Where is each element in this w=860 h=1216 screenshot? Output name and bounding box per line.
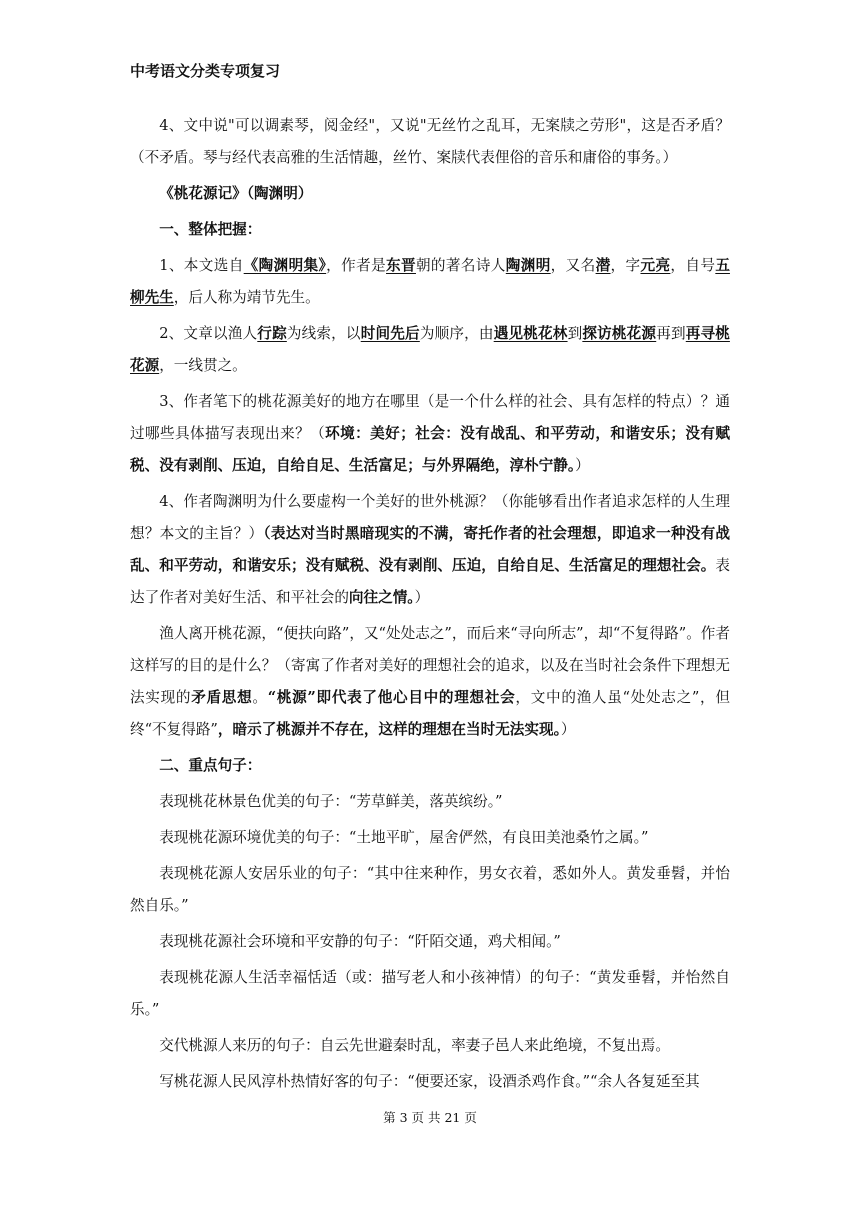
- item-text: ，字: [610, 257, 641, 274]
- item-text: 。: [252, 689, 268, 706]
- page-header: 中考语文分类专项复习: [130, 62, 281, 80]
- sentence-item: 写桃花源人民风淳朴热情好客的句子：“便要还家，设酒杀鸡作食。”“余人各复延至其: [159, 1073, 700, 1090]
- item-text: 2、文章以渔人: [159, 325, 258, 342]
- item-text: 表达了作者对美好生活、和平社会的: [130, 557, 730, 606]
- item-text: ）: [560, 721, 576, 738]
- answer-bold: （表达对当时黑暗现实的不满，寄托作者的社会理想，即追求一种没有战乱、和平劳动，和谐安乐；没有赋税、没有剥削、压迫，自给自足、生活富足的理想社会。: [130, 525, 730, 574]
- item-text: ，作者是: [326, 257, 387, 274]
- item-text: ）: [575, 457, 590, 474]
- item-text: ）: [414, 589, 430, 606]
- item-5: [130, 618, 730, 746]
- page-number: 第 3 页 共 21 页: [383, 1110, 477, 1125]
- sentence-item: 表现桃花源人安居乐业的句子：“其中往来种作，男女衣着，悉如外人。黄发垂髫，并怡然自乐。”: [130, 865, 730, 914]
- item-text: ，文中的渔人虽“处处志之”，但终“不复得路”: [130, 689, 730, 738]
- item-2: [130, 318, 730, 382]
- answer-bold: 向往之情。: [348, 589, 415, 606]
- sentence-item: 交代桃源人来历的句子：自云先世避秦时乱，率妻子邑人来此绝境，不复出焉。: [159, 1037, 670, 1054]
- item-text: 再到: [656, 325, 686, 342]
- sentence-item: 表现桃花源人生活幸福恬适（或：描写老人和小孩神情）的句子：“黄发垂髫，并怡然自乐。”: [130, 969, 730, 1018]
- item-text: 1、本文选自: [159, 257, 244, 274]
- previous-question-4: [130, 110, 730, 174]
- item-4: [130, 486, 730, 614]
- item-text: ，又名: [550, 257, 596, 274]
- item-text: 到: [567, 325, 583, 342]
- item-text: 为线索，以: [286, 325, 361, 342]
- item-text: ，自号: [670, 257, 716, 274]
- item-1: [130, 250, 730, 314]
- item-text: 4、作者陶渊明为什么要虚构一个美好的世外桃源？（你能够看出作者追求怎样的人生理想？本文的主旨？）: [130, 493, 730, 542]
- answer-bold: ，暗示了桃源并不存在，这样的理想在当时无法实现。: [217, 721, 561, 738]
- blank-answer: 行踪: [257, 325, 287, 342]
- item-3: [130, 386, 730, 482]
- item-text: 渔人离开桃花源，“便扶向路”，又“处处志之”，而后来“寻向所志”，却“不复得路”。作者这样写的目的是什么？（寄寓了作者对美好的理想社会的追求，以及在当时社会条件下理想无法实现的: [130, 625, 730, 706]
- question-text: 4、文中说"可以调素琴，阅金经"，又说"无丝竹之乱耳，无案牍之劳形"，这是否矛盾？: [159, 117, 730, 134]
- item-text: ，后人称为靖节先生。: [173, 289, 320, 306]
- blank-answer: 陶渊明: [505, 257, 551, 274]
- item-text: 3、作者笔下的桃花源美好的地方在哪里（是一个什么样的社会、具有怎样的特点）？通过哪些具体描写表现出来？（: [130, 393, 730, 442]
- blank-answer: 潜: [595, 257, 611, 274]
- sentence-item: 表现桃花源环境优美的句子：“土地平旷，屋舍俨然，有良田美池桑竹之属。”: [159, 829, 649, 846]
- section-heading-1: 一、整体把握：: [159, 221, 262, 238]
- blank-answer: 时间先后: [360, 325, 420, 342]
- document-body: [130, 110, 730, 1098]
- blank-answer: 元亮: [640, 257, 671, 274]
- sentence-item: 表现桃花源社会环境和平安静的句子：“阡陌交通，鸡犬相闻。”: [159, 933, 561, 950]
- answer-text: （不矛盾。琴与经代表高雅的生活情趣，丝竹、案牍代表俚俗的音乐和庸俗的事务。）: [130, 149, 678, 166]
- blank-answer: 《陶渊明集》: [243, 257, 327, 274]
- blank-answer: 探访桃花源: [582, 325, 657, 342]
- blank-answer: 再寻桃花源: [130, 325, 730, 374]
- item-text: 为顺序，由: [419, 325, 494, 342]
- article-title: 《桃花源记》（陶渊明）: [159, 185, 313, 202]
- section-heading-2: 二、重点句子：: [159, 757, 262, 774]
- item-text: 朝的著名诗人: [415, 257, 506, 274]
- answer-bold: 环境：美好；社会：没有战乱、和平劳动，和谐安乐；没有赋税、没有剥削、压迫，自给自足、生活富足；与外界隔绝，淳朴宁静。: [130, 425, 730, 474]
- blank-answer: 东晋: [386, 257, 416, 274]
- blank-answer: 五柳先生: [130, 257, 730, 306]
- blank-answer: 遇见桃花林: [493, 325, 568, 342]
- item-text: ，一线贯之。: [159, 357, 247, 374]
- answer-bold: 矛盾思想: [191, 689, 253, 706]
- answer-bold: “桃源”即代表了他心目中的理想社会: [267, 689, 516, 706]
- sentence-item: 表现桃花林景色优美的句子：“芳草鲜美，落英缤纷。”: [159, 793, 503, 810]
